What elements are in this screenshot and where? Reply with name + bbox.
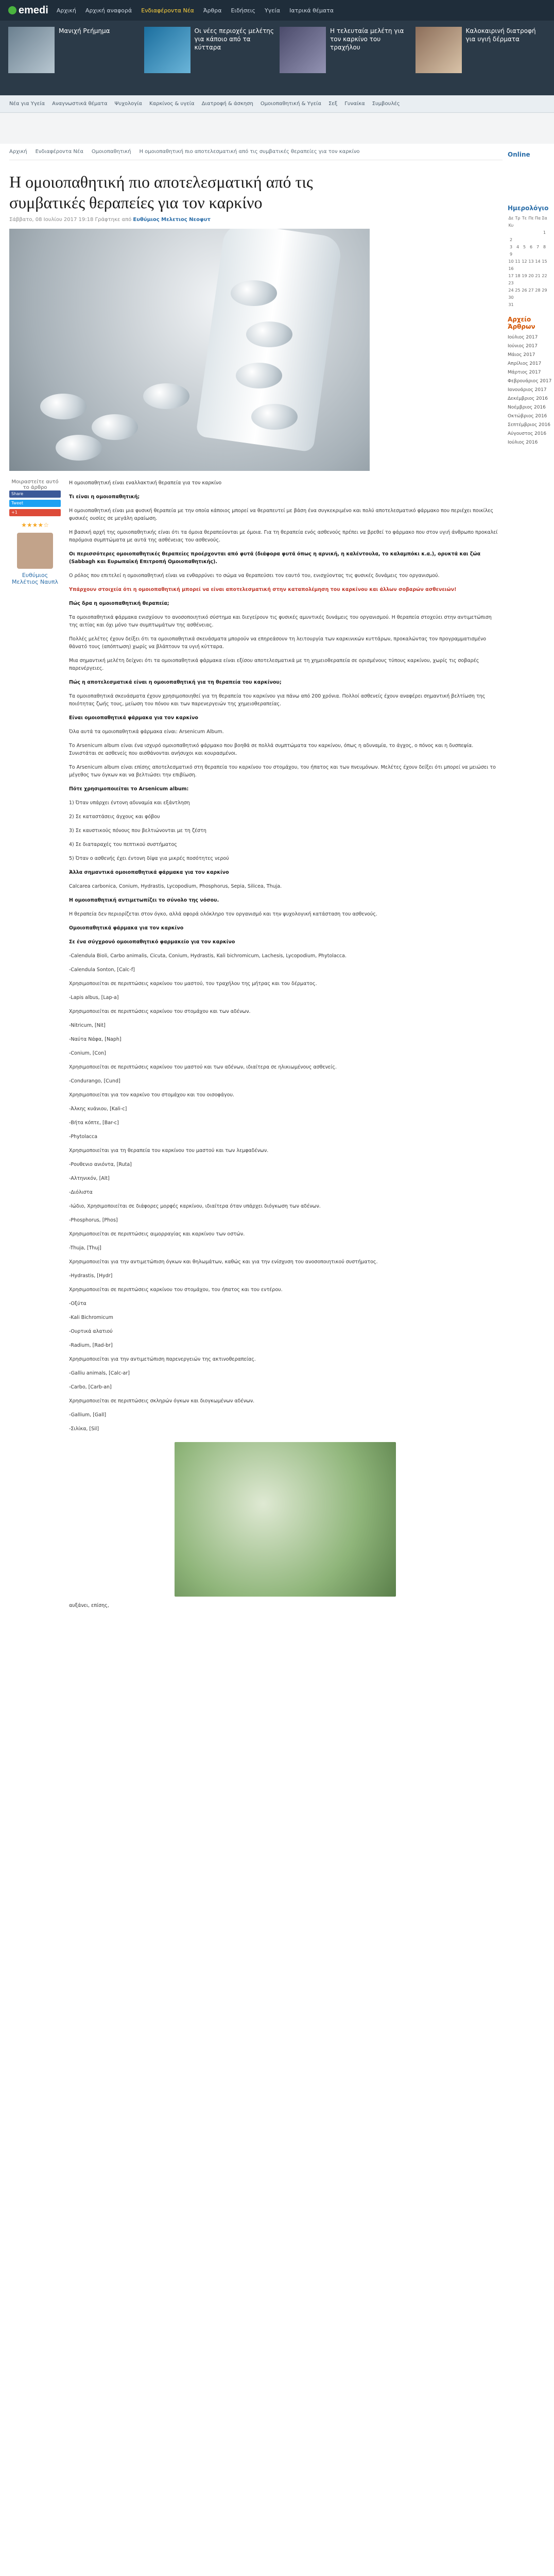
archive-link[interactable]: Ιούνιος 2017 <box>508 344 538 349</box>
article-paragraph: -Phosphorus, [Phos] <box>69 1217 118 1223</box>
calendar-day[interactable]: 12 <box>522 259 527 264</box>
article-photo <box>175 1442 396 1597</box>
archive-link[interactable]: Δεκέμβριος 2016 <box>508 396 548 401</box>
article-title: Η ομοιοπαθητική πιο αποτελεσματική από τις συμβατικές θεραπείες για τον καρκίνο <box>9 173 313 212</box>
article-paragraph: Η βασική αρχή της ομοιοπαθητικής είναι ότι τα όμοια θεραπεύονται με όμοια. Για τη θεραπεία ενός ασθενούς πρέπει να βρεθεί το φάρμακο που στον υγιή άνθρωπο προκαλεί παρόμοια συμπτώματα με αυτά της ασθένειας του ασθενούς. <box>69 530 498 543</box>
story-title[interactable]: Οι νέες περιοχές μελέτης για κάποιο από τα κύτταρα <box>194 27 274 51</box>
author-link[interactable]: Ευθύμιος Μελετιος Νεοφυτ <box>133 217 211 223</box>
archive-link[interactable]: Ιούλιος 2016 <box>508 440 538 445</box>
archive-link[interactable]: Αύγουστος 2016 <box>508 431 547 436</box>
article-paragraph: Τα ομοιοπαθητικά σκευάσματα έχουν χρησιμοποιηθεί για τη θεραπεία του καρκίνου για πάνω από 200 χρόνια. Πολλοί ασθενείς έχουν αναφέρει σημαντική βελτίωση της ποιότητας ζωής τους, μείωση του πόνου και των παρενεργειών της χημειοθεραπείας. <box>69 693 486 707</box>
top-nav-item[interactable]: Υγεία <box>264 7 281 14</box>
article-paragraph: 3) Σε καυστικούς πόνους που βελτιώνονται με τη ζέστη <box>69 828 206 834</box>
author-sidebar <box>9 479 61 1616</box>
archive-link[interactable]: Φεβρουάριος 2017 <box>508 379 552 384</box>
article-paragraph: Χρησιμοποιείται σε περιπτώσεις καρκίνου του μαστού και των αδένων, ιδιαίτερα σε ηλικιωμένους ασθενείς. <box>69 1064 337 1070</box>
author-name[interactable]: Ευθύμιος Μελέτιος Ναυπλ <box>12 572 58 585</box>
article-paragraph: Οι περισσότερες ομοιοπαθητικές θεραπείες προέρχονται από φυτά (διάφορα φυτά όπως η αρνική, η καλέντουλα, το καλαμπόκι κ.α.), ορυκτά και ζώα (Sabbagh και Ευρωπαϊκή Επιτροπή Ομοιοπαθητικής). <box>69 551 481 565</box>
article-paragraph: Χρησιμοποιείται σε περιπτώσεις καρκίνου του μαστού, του τραχήλου της μήτρας και του δέρματος. <box>69 981 317 987</box>
article-paragraph: Τι είναι η ομοιοπαθητική; <box>69 494 140 500</box>
article-paragraph: Πολλές μελέτες έχουν δείξει ότι τα ομοιοπαθητικά σκευάσματα μπορούν να επηρεάσουν τη λειτουργία των καρκινικών κυττάρων, προκαλώντας τον προγραμματισμένο θάνατό τους (απόπτωση) χωρίς να βλάπτουν τα υγιή κύτταρα. <box>69 636 487 650</box>
article-paragraph: 2) Σε καταστάσεις άγχους και φόβου <box>69 814 160 820</box>
archive-link[interactable]: Οκτώβριος 2016 <box>508 414 547 419</box>
calendar-day[interactable]: 4 <box>516 245 520 249</box>
article-paragraph: Χρησιμοποιείται για την αντιμετώπιση παρενεργειών της ακτινοθεραπείας. <box>69 1357 256 1362</box>
archive-link[interactable]: Σεπτέμβριος 2016 <box>508 422 551 428</box>
calendar-weekday: Δε <box>508 216 514 221</box>
article-body <box>69 479 501 1616</box>
calendar-day[interactable]: 27 <box>528 288 534 293</box>
article-paragraph: 5) Όταν ο ασθενής έχει έντονη δίψα για μικρές ποσότητες νερού <box>69 856 229 861</box>
rating-stars[interactable]: ★★★★☆ <box>21 521 49 529</box>
article-paragraph: -Kali Bichromicum <box>69 1315 113 1320</box>
site-logo[interactable] <box>8 5 48 16</box>
online-heading: Online <box>508 151 530 158</box>
category-link[interactable]: Διατροφή & άσκηση <box>201 101 253 107</box>
article-paragraph: -Nitricum, [Nit] <box>69 1023 106 1028</box>
top-navigation <box>57 7 334 14</box>
story-thumbnail[interactable] <box>144 27 191 73</box>
article-paragraph: -Αλτηνικόν, [Alt] <box>69 1176 110 1181</box>
article-paragraph: Υπάρχουν στοιχεία ότι η ομοιοπαθητική μπορεί να είναι αποτελεσματική στην καταπολέμηση του καρκίνου και άλλων σοβαρών ασθενειών! <box>69 587 457 592</box>
article-paragraph: Το Arsenicum album είναι ένα ισχυρό ομοιοπαθητικό φάρμακο που βοηθά σε πολλά συμπτώματα του καρκίνου, όπως η αδυναμία, το άγχος, ο πόνος και η δυσπεψία. Συνιστάται σε ασθενείς που αισθάνονται ανήσυχοι και κουρασμένοι. <box>69 743 474 756</box>
category-link[interactable]: Συμβουλές <box>372 101 400 107</box>
category-link[interactable]: Σεξ <box>328 101 338 107</box>
article-paragraph: Ομοιοπαθητικά φάρμακα για τον καρκίνο <box>69 925 184 931</box>
calendar-day[interactable]: 21 <box>535 274 541 278</box>
category-link[interactable]: Αναγνωστικά θέματα <box>52 101 108 107</box>
article-paragraph: Ο ρόλος που επιτελεί η ομοιοπαθητική είναι να ενθαρρύνει το σώμα να θεραπεύσει τον εαυτό του, ενισχύοντας τις φυσικές δυνάμεις του οργανισμού. <box>69 573 440 579</box>
archive-link[interactable]: Μάιος 2017 <box>508 352 535 358</box>
top-nav-item[interactable]: Αρχική <box>56 7 76 14</box>
calendar-day[interactable]: 6 <box>529 245 533 249</box>
archive-list <box>508 333 554 447</box>
calendar-day[interactable]: 14 <box>535 259 541 264</box>
calendar-day[interactable]: 10 <box>508 259 514 264</box>
right-sidebar <box>503 144 554 1616</box>
share-note: Μοιραστείτε αυτό το άρθρο <box>11 479 59 490</box>
calendar-weekday: Τρ <box>515 216 521 221</box>
calendar-day[interactable]: 3 <box>509 245 513 249</box>
calendar-weekday: Κυ <box>508 223 514 228</box>
breadcrumb-item[interactable]: Η ομοιοπαθητική πιο αποτελεσματική από τις συμβατικές θεραπείες για τον καρκίνο <box>139 149 360 155</box>
story-title[interactable]: Μανιχή Ρεήμημα <box>59 27 110 35</box>
article-paragraph: -Ναύτα Νάφα, [Naph] <box>69 1037 122 1042</box>
archive-heading: Αρχείο Άρθρων <box>508 316 535 330</box>
article-paragraph: -Carbo, [Carb-an] <box>69 1384 112 1390</box>
calendar-day[interactable]: 24 <box>508 288 514 293</box>
archive-link[interactable]: Απρίλιος 2017 <box>508 361 542 366</box>
story-title[interactable]: Καλοκαιρινή διατροφή για υγιή δέρματα <box>465 27 536 43</box>
calendar-day[interactable]: 19 <box>522 274 527 278</box>
breadcrumb-item[interactable]: Ομοιοπαθητική <box>91 149 131 155</box>
article-paragraph: Πώς δρα η ομοιοπαθητική θεραπεία; <box>69 601 169 606</box>
calendar-day[interactable]: 30 <box>508 295 514 300</box>
calendar-weekday: Πε <box>528 216 534 221</box>
article-paragraph: Η ομοιοπαθητική είναι εναλλακτική θεραπεία για τον καρκίνο <box>69 480 222 486</box>
featured-strip <box>0 21 554 95</box>
top-nav-item[interactable]: Αρχική αναφορά <box>85 7 132 14</box>
article-paragraph: Χρησιμοποιείται για την αντιμετώπιση όγκων και θηλωμάτων, καθώς και για την ενίσχυση του ανοσοποιητικού συστήματος. <box>69 1259 378 1265</box>
calendar-weekday: Σα <box>542 216 547 221</box>
calendar-weekday: Τε <box>522 216 527 221</box>
article-paragraph: -Galliu animals, [Calc-ar] <box>69 1370 130 1376</box>
archive-link[interactable]: Ιανουάριος 2017 <box>508 387 547 393</box>
logo-icon <box>8 6 16 14</box>
article-paragraph: Όλα αυτά τα ομοιοπαθητικά φάρμακα είναι: Arsenicum Album. <box>69 729 224 735</box>
archive-link[interactable]: Μάρτιος 2017 <box>508 370 541 375</box>
article-paragraph: -Calendula Sonton, [Calc-f] <box>69 967 135 973</box>
article-paragraph: -Hydrastis, [Hydr] <box>69 1273 113 1279</box>
calendar-day[interactable]: 17 <box>508 274 514 278</box>
calendar-day[interactable]: 7 <box>536 245 540 249</box>
article-paragraph: Calcarea carbonica, Conium, Hydrastis, Lycopodium, Phosphorus, Sepia, Silicea, Thuja. <box>69 884 282 889</box>
story-title[interactable]: Η τελευταία μελέτη για τον καρκίνο του τραχήλου <box>330 27 404 51</box>
story-thumbnail[interactable] <box>416 27 462 73</box>
category-link[interactable]: Νέα για Υγεία <box>9 101 45 107</box>
article-paragraph: -Lapis albus, [Lap-a] <box>69 995 119 1001</box>
calendar-day[interactable]: 22 <box>542 274 547 278</box>
article-paragraph: -Οξύτα <box>69 1301 86 1307</box>
breadcrumb-item[interactable]: Ενδιαφέροντα Νέα <box>35 149 83 155</box>
article-paragraph: Τα ομοιοπαθητικά φάρμακα ενισχύουν το ανοσοποιητικό σύστημα και διεγείρουν τις φυσικές αμυντικές δυνάμεις του οργανισμού. Η θεραπεία στοχεύει στην αντιμετώπιση της αιτίας και όχι μόνο των συμπτωμάτων της ασθένειας. <box>69 615 492 628</box>
calendar-day[interactable]: 9 <box>509 252 513 257</box>
article-paragraph: -Ιώδιο, Χρησιμοποιείται σε διάφορες μορφές καρκίνου, ιδιαίτερα όταν υπάρχει διόγκωση των αδένων. <box>69 1204 321 1209</box>
article-paragraph: 4) Σε διαταραχές του πεπτικού συστήματος <box>69 842 177 848</box>
calendar <box>508 215 554 309</box>
article-paragraph: Πώς η αποτελεσματικά είναι η ομοιοπαθητική για τη θεραπεία του καρκίνου; <box>69 680 282 685</box>
article-paragraph: -Άλκης κυάνιου, [Kali-c] <box>69 1106 127 1112</box>
share-button[interactable]: Share <box>9 490 61 498</box>
article-paragraph: -Ουρτικά αλατιού <box>69 1329 113 1334</box>
calendar-day[interactable]: 26 <box>522 288 527 293</box>
story-thumbnail[interactable] <box>280 27 326 73</box>
article-paragraph: -Calendula Bioli, Carbo animalis, Cicuta, Conium, Hydrastis, Kali bichromicum, Lachesis, Lycopodium, Phytolacca. <box>69 953 347 959</box>
article-paragraph: Η ομοιοπαθητική αντιμετωπίζει το σύνολο της νόσου. <box>69 897 219 903</box>
article-paragraph: Χρησιμοποιείται για τη θεραπεία του καρκίνου του μαστού και των λεμφαδένων. <box>69 1148 269 1154</box>
article-meta <box>9 217 503 223</box>
calendar-day[interactable]: 29 <box>542 288 547 293</box>
breadcrumb-item[interactable]: Αρχική <box>9 149 27 155</box>
archive-link[interactable]: Νοέμβριος 2016 <box>508 405 546 410</box>
calendar-day[interactable]: 16 <box>508 266 514 271</box>
article-paragraph: -Σιλίκα, [Sil] <box>69 1426 99 1432</box>
calendar-day[interactable]: 1 <box>543 230 546 235</box>
story-thumbnail[interactable] <box>8 27 55 73</box>
category-navigation <box>0 95 554 113</box>
top-nav-item[interactable]: Άρθρα <box>203 7 222 14</box>
featured-story[interactable] <box>280 27 410 73</box>
article-paragraph: -Condurango, [Cund] <box>69 1078 120 1084</box>
share-buttons <box>9 490 61 516</box>
top-nav-item[interactable]: Ενδιαφέροντα Νέα <box>141 7 194 14</box>
ad-space <box>0 113 554 144</box>
calendar-day[interactable]: 15 <box>542 259 547 264</box>
featured-story[interactable] <box>144 27 275 73</box>
calendar-weekday: Πα <box>534 216 541 221</box>
top-bar <box>0 0 554 21</box>
calendar-day[interactable]: 2 <box>509 238 513 242</box>
top-nav-item[interactable]: Ιατρικά θέματα <box>289 7 334 14</box>
article-date: Σάββατο, 08 Ιουλίου 2017 19:18 <box>9 217 94 223</box>
share-button[interactable]: +1 <box>9 509 61 516</box>
article-paragraph: Χρησιμοποιείται σε περιπτώσεις καρκίνου του στομάχου και των αδένων. <box>69 1009 251 1014</box>
article-paragraph: Άλλα σημαντικά ομοιοπαθητικά φάρμακα για τον καρκίνο <box>69 870 229 875</box>
featured-story[interactable] <box>8 27 139 73</box>
article-paragraph: -Διόλιστα <box>69 1190 93 1195</box>
featured-story[interactable] <box>416 27 546 73</box>
author-prefix: Γράφτηκε από <box>95 217 132 223</box>
hero-image <box>9 229 370 471</box>
article-paragraph: Σε ένα σύγχρονό ομοιοπαθητικό φαρμακείο για τον καρκίνο <box>69 939 235 945</box>
archive-link[interactable]: Ιούλιος 2017 <box>508 335 538 340</box>
article-paragraph: Είναι ομοιοπαθητικά φάρμακα για τον καρκίνο <box>69 715 198 721</box>
calendar-day[interactable]: 8 <box>543 245 546 249</box>
article-paragraph: αυξάνει, επίσης, <box>69 1603 109 1608</box>
calendar-day[interactable]: 28 <box>535 288 541 293</box>
calendar-day[interactable]: 5 <box>523 245 526 249</box>
article-paragraph: Χρησιμοποιείται σε περιπτώσεις αιμορραγίας και καρκίνου των οστών. <box>69 1231 245 1237</box>
author-avatar <box>17 533 53 569</box>
calendar-day[interactable]: 31 <box>508 302 514 307</box>
calendar-day[interactable]: 13 <box>528 259 534 264</box>
calendar-day[interactable]: 23 <box>508 281 514 285</box>
breadcrumb <box>9 144 503 160</box>
calendar-day[interactable]: 25 <box>515 288 521 293</box>
article-paragraph: -Βήτα κόπτε, [Bar-c] <box>69 1120 119 1126</box>
article-paragraph: -Gallium, [Gall] <box>69 1412 107 1418</box>
calendar-day[interactable]: 18 <box>515 274 521 278</box>
article-paragraph: 1) Όταν υπάρχει έντονη αδυναμία και εξάντληση <box>69 800 190 806</box>
logo-text: emedi <box>19 4 48 16</box>
category-link[interactable]: Καρκίνος & υγεία <box>149 101 195 107</box>
calendar-day[interactable]: 20 <box>528 274 534 278</box>
article-paragraph: Χρησιμοποιείται σε περιπτώσεις σκληρών όγκων και διογκωμένων αδένων. <box>69 1398 255 1404</box>
category-link[interactable]: Γυναίκα <box>344 101 365 107</box>
article-paragraph: Η ομοιοπαθητική είναι μια φυσική θεραπεία με την οποία κάποιος μπορεί να θεραπευτεί με βάση ένα συγκεκριμένο και πολύ αποτελεσματικό φάρμακο που περιέχει ποικίλες φυσικές ουσίες σε μεγάλη αραίωση. <box>69 508 494 521</box>
article-paragraph: Μια σημαντική μελέτη δείχνει ότι τα ομοιοπαθητικά φάρμακα είναι εξίσου αποτελεσματικά με τη χημειοθεραπεία σε ορισμένους τύπους καρκίνου, χωρίς τις σοβαρές παρενέργειες. <box>69 658 479 671</box>
article-paragraph: Χρησιμοποιείται για τον καρκίνο του στομάχου και του οισοφάγου. <box>69 1092 234 1098</box>
article-paragraph: -Thuja, [Thuj] <box>69 1245 101 1251</box>
main-content <box>9 144 503 1616</box>
category-link[interactable]: Ομοιοπαθητική & Υγεία <box>260 101 321 107</box>
article-paragraph: Το Arsenicum album είναι επίσης αποτελεσματικό στη θεραπεία του καρκίνου του στομάχου, του ήπατος και των πνευμόνων. Μελέτες έχουν δείξει ότι μπορεί να μειώσει το μέγεθος των όγκων και να βελτιώσει την επιβίωση. <box>69 765 496 778</box>
article-paragraph: Χρησιμοποιείται σε περιπτώσεις καρκίνου του στομάχου, του ήπατος και του εντέρου. <box>69 1287 283 1293</box>
article-paragraph: -Ρουθενιο ανιόντα, [Ruta] <box>69 1162 132 1167</box>
calendar-day[interactable]: 11 <box>515 259 521 264</box>
article-paragraph: -Phytolacca <box>69 1134 98 1140</box>
top-nav-item[interactable]: Ειδήσεις <box>231 7 255 14</box>
article-paragraph: -Radium, [Rad-br] <box>69 1343 113 1348</box>
calendar-heading: Ημερολόγιο <box>508 205 549 212</box>
article-paragraph: Η θεραπεία δεν περιορίζεται στον όγκο, αλλά αφορά ολόκληρο τον οργανισμό και την ψυχολογική κατάσταση του ασθενούς. <box>69 911 377 917</box>
article-paragraph: Πότε χρησιμοποιείται το Arsenicum album: <box>69 786 189 792</box>
article-paragraph: -Conium, [Con] <box>69 1050 106 1056</box>
category-link[interactable]: Ψυχολογία <box>114 101 143 107</box>
share-button[interactable]: Tweet <box>9 500 61 507</box>
